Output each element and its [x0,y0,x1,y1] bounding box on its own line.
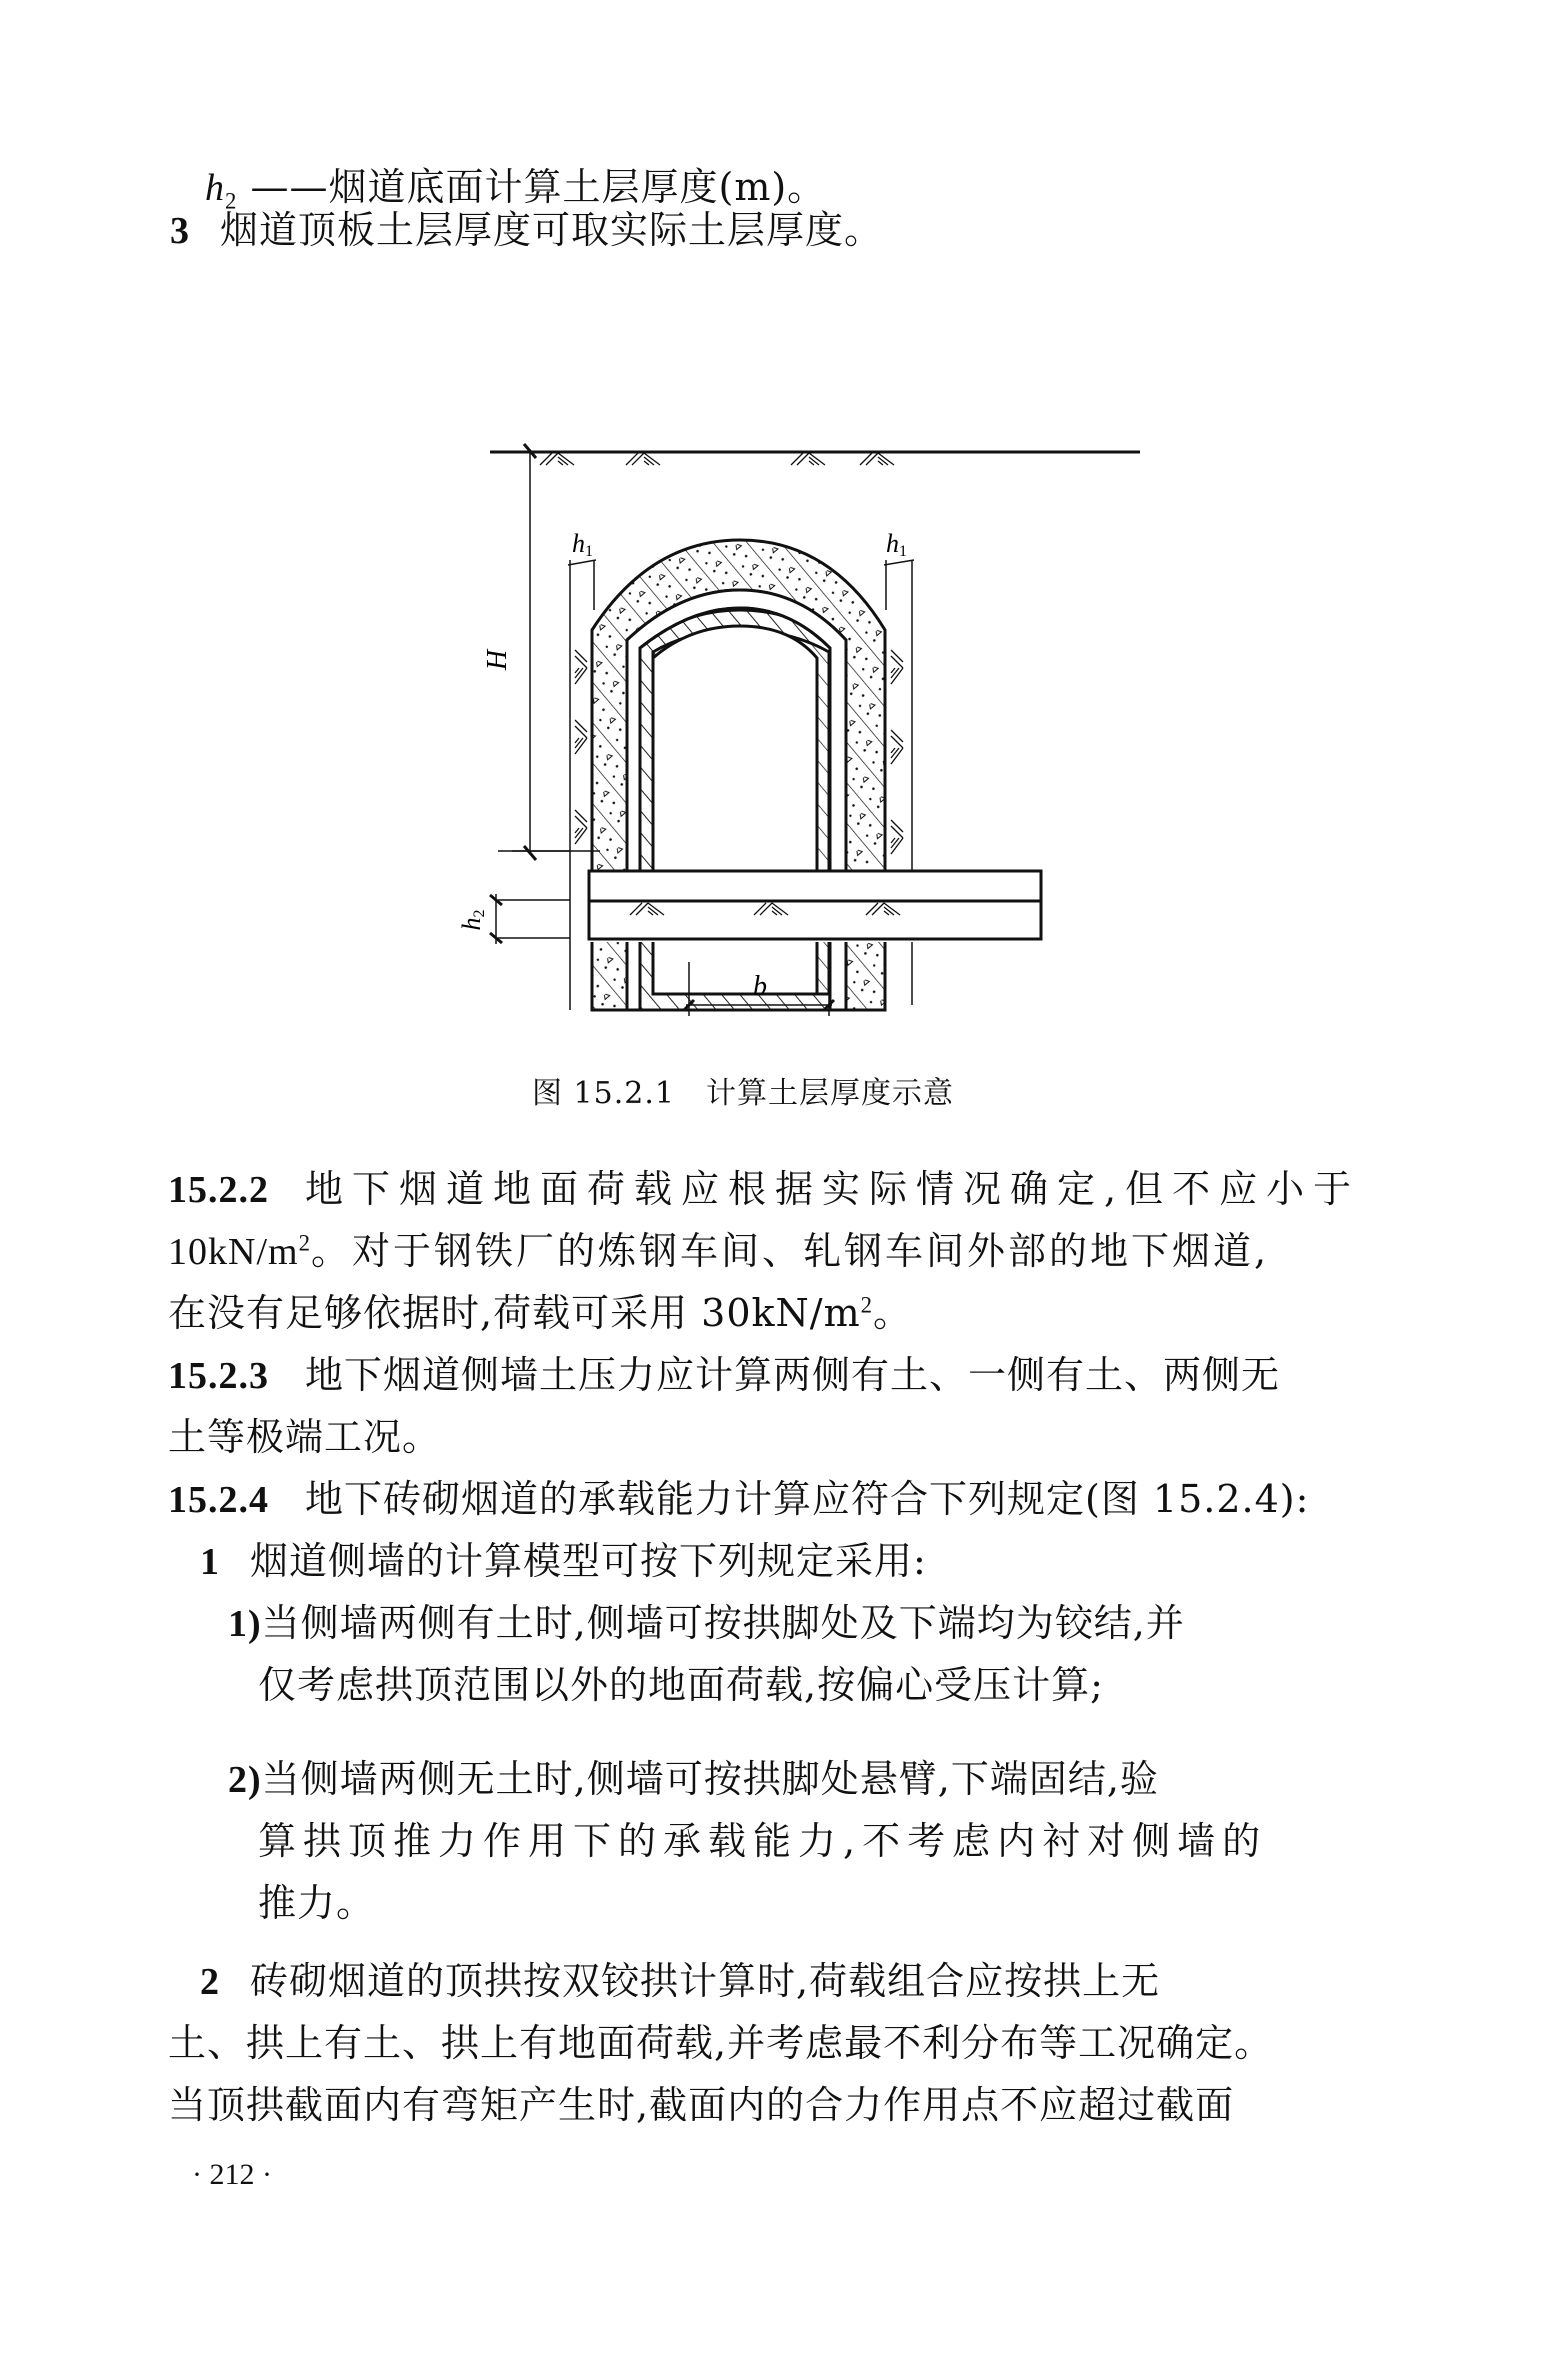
label-b: b [753,971,767,1002]
base-slab [589,871,1041,901]
foundation-soil-layer [589,901,1041,939]
item-3-text: 烟道顶板土层厚度可取实际土层厚度。 [220,208,884,252]
item-1-number: 1 [200,1541,220,1583]
label-h1-right: h1 [886,529,907,560]
clause-15-2-4-item-1-sub-2-line-2: 算拱顶推力作用下的承载能力,不考虑内衬对侧墙的 [258,1819,1268,1863]
clause-15-2-4-item-2-line-2: 土、拱上有土、拱上有地面荷载,并考虑最不利分布等工况确定。 [168,2021,1274,2065]
sub-item-2-number: 2) [228,1759,262,1801]
clause-15-2-2-line-2: $10kN/m^2$。对于钢铁厂的炼钢车间、轧钢车间外部的地下烟道, [168,1229,1270,1273]
clause-15-2-3-line-1: 15.2.3 地下烟道侧墙土压力应计算两侧有土、一侧有土、两侧无 [168,1353,1281,1397]
item-2-number: 2 [200,1961,220,2003]
clause-15-2-3-number: 15.2.3 [168,1355,269,1397]
sub-item-1-number: 1) [228,1603,262,1645]
clause-15-2-2-number: 15.2.2 [168,1169,269,1211]
clause-15-2-4-item-2-line-3: 当顶拱截面内有弯矩产生时,截面内的合力作用点不应超过截面 [168,2083,1235,2127]
clause-15-2-2-line-3: 在没有足够依据时,荷载可采用 $30kN/m^2$。 [168,1291,913,1335]
clause-15-2-3-line-2: 土等极端工况。 [168,1415,442,1459]
clause-15-2-4-item-1-sub-1-line-1: 1)当侧墙两侧有土时,侧墙可按拱脚处及下端均为铰结,并 [228,1601,1185,1645]
clause-15-2-2-text-1: 地下烟道地面荷载应根据实际情况确定,但不应小于 [305,1167,1361,1211]
h2-definition-text: 烟道底面计算土层厚度(m)。 [328,165,827,209]
clause-15-2-4-number: 15.2.4 [168,1479,269,1521]
clause-15-2-4-item-1-sub-1-line-2: 仅考虑拱顶范围以外的地面荷载,按偏心受压计算; [258,1663,1104,1707]
clause-15-2-4-item-1-sub-2-line-1: 2)当侧墙两侧无土时,侧墙可按拱脚处悬臂,下端固结,验 [228,1757,1159,1801]
page-number: · 212 · [192,2158,272,2191]
h2-dash: —— [237,165,329,209]
figure-caption: 图 15.2.1 计算土层厚度示意 [532,1076,954,1111]
label-H: H [482,649,513,671]
clause-15-2-4-item-1-sub-2-line-3: 推力。 [258,1881,376,1925]
clause-15-2-4-line-1: 15.2.4 地下砖砌烟道的承载能力计算应符合下列规定(图 15.2.4): [168,1477,1310,1521]
h2-symbol: $h_2$ [205,167,238,214]
clause-15-2-4-item-1: 1 烟道侧墙的计算模型可按下列规定采用: [200,1539,927,1583]
clause-15-2-2-line-1 [168,1167,1385,1211]
label-h2: h2 [457,909,488,931]
figure-base-and-dimensions [0,0,1542,1100]
label-h1-left: h1 [572,529,593,560]
item-3-number: 3 [170,210,190,252]
clause-15-2-4-item-2-line-1: 2 砖砌烟道的顶拱按双铰拱计算时,荷载组合应按拱上无 [200,1959,1161,2003]
